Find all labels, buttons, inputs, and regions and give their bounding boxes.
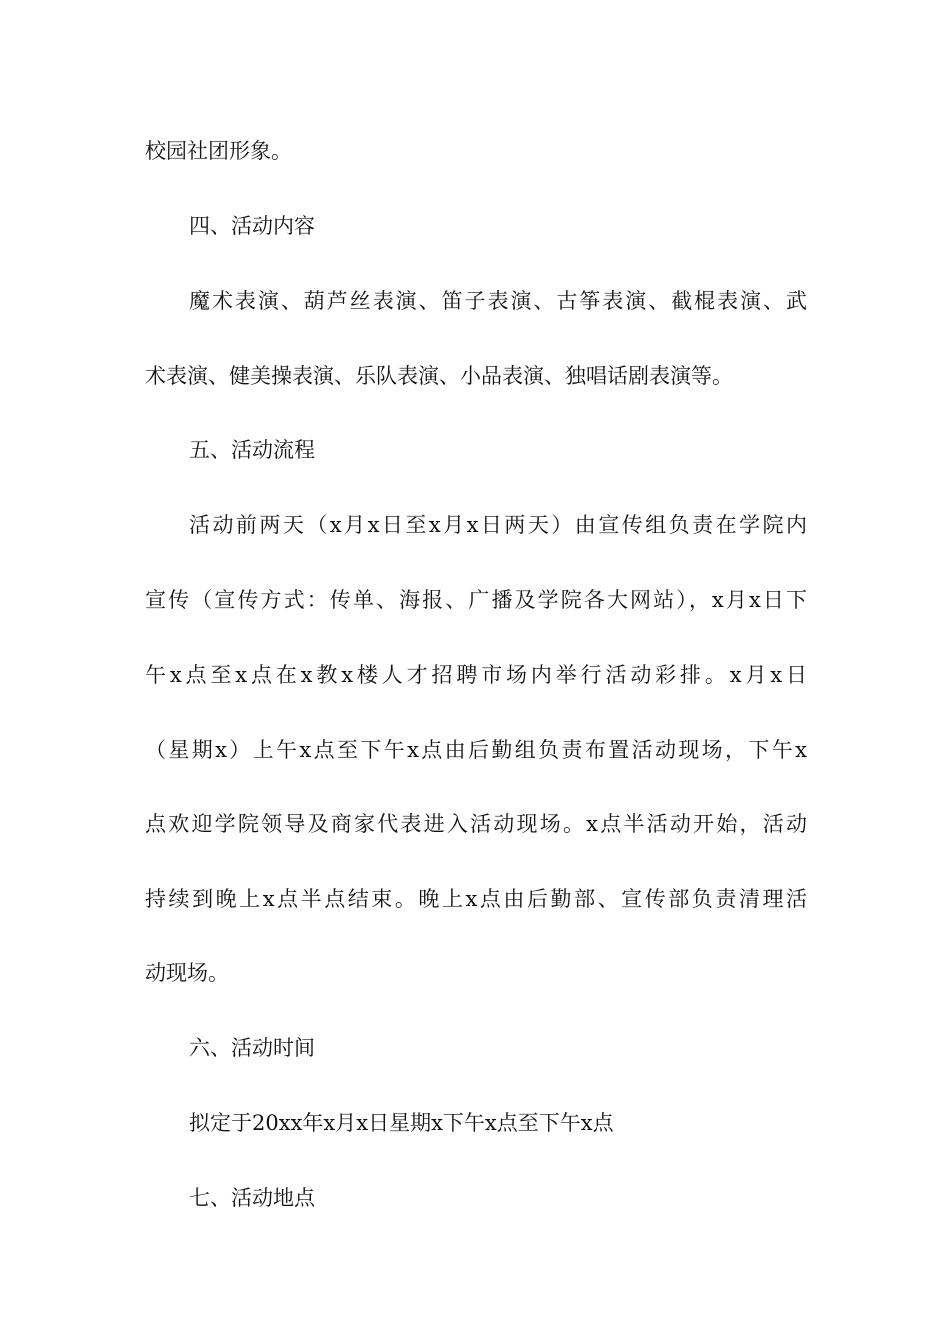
section-heading-time: 六、活动时间	[189, 1036, 315, 1060]
paragraph-line: 点欢迎学院领导及商家代表进入活动现场。x点半活动开始，活动	[145, 812, 807, 836]
paragraph-line: 魔术表演、葫芦丝表演、笛子表演、古筝表演、截棍表演、武	[189, 289, 807, 313]
paragraph-line: 拟定于20xx年x月x日星期x下午x点至下午x点	[189, 1111, 614, 1135]
paragraph-line: 校园社团形象。	[145, 139, 292, 163]
paragraph-line: 午x点至x点在x教x楼人才招聘市场内举行活动彩排。x月x日	[145, 663, 807, 687]
paragraph-line: 术表演、健美操表演、乐队表演、小品表演、独唱话剧表演等。	[145, 364, 733, 388]
paragraph-line: （星期x）上午x点至下午x点由后勤组负责布置活动现场，下午x	[145, 738, 807, 762]
paragraph-line: 动现场。	[145, 961, 229, 985]
paragraph-line: 活动前两天（x月x日至x月x日两天）由宣传组负责在学院内	[189, 513, 807, 537]
paragraph-line: 持续到晚上x点半点结束。晚上x点由后勤部、宣传部负责清理活	[145, 887, 807, 911]
section-heading-location: 七、活动地点	[189, 1186, 315, 1210]
section-heading-content: 四、活动内容	[189, 214, 315, 238]
paragraph-line: 宣传（宣传方式：传单、海报、广播及学院各大网站），x月x日下	[145, 588, 807, 612]
section-heading-process: 五、活动流程	[189, 438, 315, 462]
